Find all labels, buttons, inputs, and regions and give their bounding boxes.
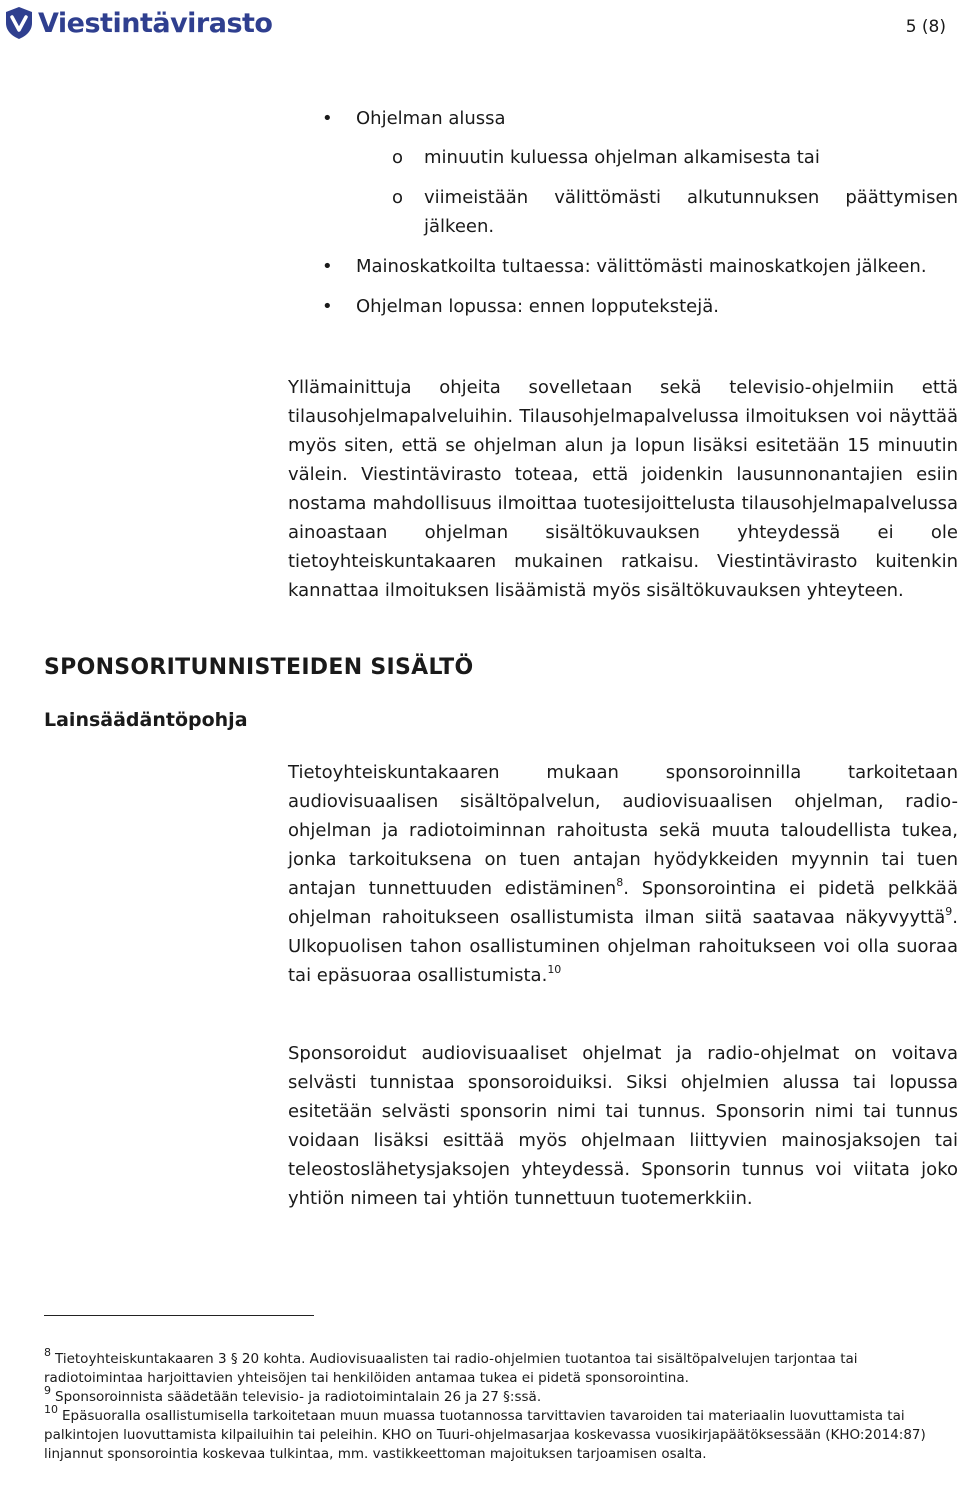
sub-list-item-text: viimeistään välittömästi alkutunnuksen päättymisen jälkeen. <box>424 187 958 237</box>
footnote <box>44 1384 944 1407</box>
paragraph <box>288 373 958 605</box>
paragraph-text: Yllämainittuja ohjeita sovelletaan sekä televisio-ohjelmiin että tilausohjelmapalveluihin. Tilausohjelmapalvelussa ilmoituksen voi näyttää myös siten, että se ohjelman alun ja lopun lisäksi esitetään 15 minuutin välein. Viestintävirasto toteaa, että joidenkin lausunnonantajien esiin nostama mahdollisuus ilmoittaa tuotesijoittelusta tilausohjelmapalvelussa ainoastaan ohjelman sisältökuvauksen yhteydessä ei ole tietoyhteiskuntakaaren mukainen ratkaisu. Viestintävirasto kuitenkin kannattaa ilmoituksen lisäämistä myös sisältökuvauksen yhteyteen. <box>288 377 958 601</box>
sub-heading: Lainsäädäntöpohja <box>44 709 248 731</box>
paragraph <box>288 758 958 990</box>
footnote-mark: 10 <box>44 1403 58 1416</box>
list-item <box>288 104 958 241</box>
footnote-ref[interactable]: 10 <box>547 963 562 976</box>
footnotes <box>44 1346 944 1464</box>
sub-list <box>356 143 958 241</box>
footnote-mark: 8 <box>44 1346 51 1359</box>
paragraph-segment: . Sponsorointina ei pidetä pelkkää ohjelman rahoitukseen osallistumista ilman siitä saatavaa näkyvyyttä <box>288 878 958 928</box>
footnote-text: Sponsoroinnista säädetään televisio- ja radiotoimintalain 26 ja 27 §:ssä. <box>55 1389 542 1405</box>
paragraph-segment: Tietoyhteiskuntakaaren mukaan sponsoroinnilla tarkoitetaan audiovisuaalisen sisältöpalvelun, audiovisuaalisen ohjelman, radio-ohjelman ja radiotoiminnan rahoitusta sekä muuta taloudellista tukea, jonka tarkoituksena on tuen antajan hyödykkeiden myynnin tai tuen antajan tunnettuuden edistäminen <box>288 762 958 899</box>
paragraph <box>288 1039 958 1213</box>
section-heading: SPONSORITUNNISTEIDEN SISÄLTÖ <box>44 655 474 680</box>
sub-list-marker: o <box>392 187 404 208</box>
list-item-text: Ohjelman alussa <box>356 108 506 129</box>
paragraph-text <box>288 758 958 990</box>
sub-list-marker: o <box>392 147 404 168</box>
sub-list-item-text: minuutin kuluessa ohjelman alkamisesta tai <box>424 147 820 168</box>
footnote-ref[interactable]: 8 <box>616 876 624 889</box>
sub-list-item <box>356 183 958 241</box>
list-item <box>288 252 958 281</box>
paragraph-segment: . Ulkopuolisen tahon osallistuminen ohjelman rahoitukseen voi olla suoraa tai epäsuoraa osallistumista. <box>288 907 958 986</box>
viestintavirasto-logo-icon <box>4 6 34 40</box>
page-number: 5 (8) <box>905 17 946 37</box>
logo-text: Viestintävirasto <box>38 7 273 39</box>
footnote <box>44 1403 944 1464</box>
logo <box>4 6 273 40</box>
list-item-text: Mainoskatkoilta tultaessa: välittömästi mainoskatkojen jälkeen. <box>356 256 927 277</box>
sub-list-item <box>356 143 958 172</box>
footnote-text: Epäsuoralla osallistumisella tarkoitetaan muun muassa tuotannossa tarvittavien tavaroiden tai materiaalin luovuttamista tai palkintojen luovuttamista kilpailuihin tai peleihin. KHO on Tuuri-ohjelmasarjaa koskevassa vuosikirjapäätöksessään (KHO:2014:87) linjannut sponsorointia koskevaa tulkintaa, mm. vastikkeettoman majoituksen tarjoamisen osalta. <box>44 1408 926 1462</box>
footnote-divider <box>44 1315 314 1316</box>
footnote-mark: 9 <box>44 1384 51 1397</box>
list-item <box>288 292 958 321</box>
paragraph-text: Sponsoroidut audiovisuaaliset ohjelmat ja radio-ohjelmat on voitava selvästi tunnistaa sponsoroiduiksi. Siksi ohjelmien alussa tai lopussa esitetään selvästi sponsorin nimi tai tunnus. Sponsorin nimi tai tunnus voidaan lisäksi esittää myös ohjelmaan liittyvien mainosjaksojen tai teleostoslähetysjaksojen yhteydessä. Sponsorin tunnus voi viitata joko yhtiön nimeen tai yhtiön tunnettuun tuotemerkkiin. <box>288 1043 958 1209</box>
list-item-text: Ohjelman lopussa: ennen lopputekstejä. <box>356 296 719 317</box>
footnote-ref[interactable]: 9 <box>945 905 953 918</box>
footnote-text: Tietoyhteiskuntakaaren 3 § 20 kohta. Audiovisuaalisten tai radio-ohjelmien tuotantoa tai sisältöpalvelujen tarjontaa tai radiotoimintaa harjoittavien yhteisöjen tai henkilöiden antamaa tukea ei pidetä sponsorointina. <box>44 1351 858 1386</box>
bullet-list <box>288 104 958 332</box>
footnote <box>44 1346 944 1388</box>
